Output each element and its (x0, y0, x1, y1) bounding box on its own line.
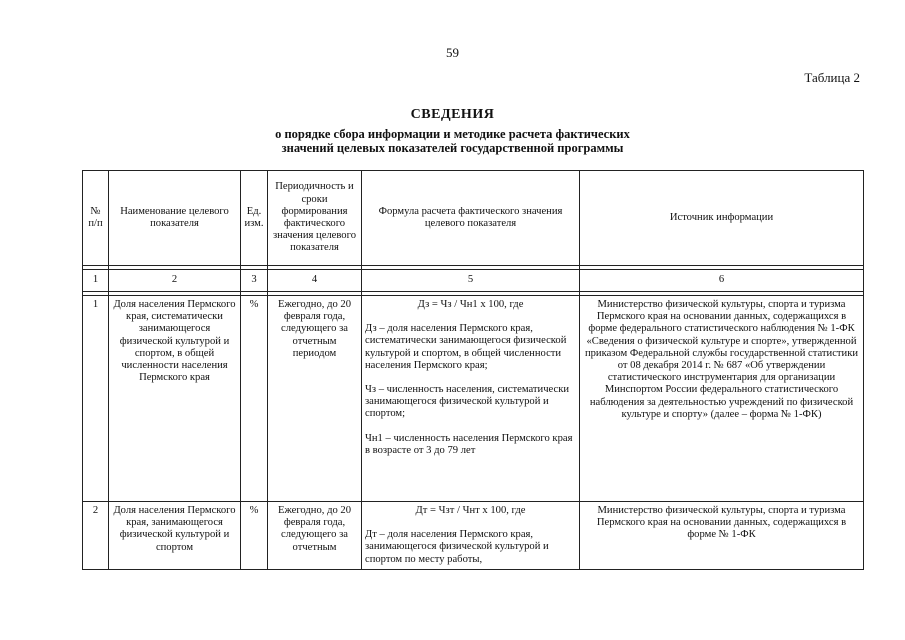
indicator-formula (362, 296, 580, 502)
document-title: СВЕДЕНИЯ (410, 107, 495, 122)
header-name: Наименование целевого показателя (109, 171, 241, 266)
column-number: 6 (580, 270, 864, 292)
header-source: Источник информации (580, 171, 864, 266)
indicator-unit: % (241, 502, 268, 570)
header-formula: Формула расчета фактического значения целевого показателя (362, 171, 580, 266)
formula-definition: Чз – численность населения, систематически занимающегося физической культурой и спортом; (365, 384, 570, 420)
indicator-source: Министерство физической культуры, спорта и туризма Пермского края на основании данных, содержащихся в форме федерального статистического наблюдения № 1-ФК «Сведения о физической культуре и спорте», утвержденной приказом Федеральной службы государственной статистики от 08 декабря 2014 г. № 687 «Об утверждении статистического инструментария для организации Минспортом России федерального статистического наблюдения за деятельностью учреждений по физической культуре и спорту» (далее – форма № 1-ФК) (580, 296, 864, 502)
column-number: 2 (109, 270, 241, 292)
column-number: 5 (362, 270, 580, 292)
header-unit: Ед. изм. (241, 171, 268, 266)
indicator-formula (362, 502, 580, 570)
document-subtitle (0, 127, 905, 155)
formula-expression: Дз = Чз / Чн1 х 100, где (417, 299, 524, 310)
header-period: Периодичность и сроки формирования фактического значения целевого показателя (268, 171, 362, 266)
row-num: 1 (83, 296, 109, 502)
table-row (83, 296, 864, 502)
indicator-name: Доля населения Пермского края, занимающегося физической культурой и спортом (109, 502, 241, 570)
indicator-period: Ежегодно, до 20 февраля года, следующего за отчетным периодом (268, 296, 362, 502)
page-number: 59 (446, 45, 459, 60)
formula-definition: Дт – доля населения Пермского края, занимающегося физической культурой и спортом по месту работы, (365, 529, 549, 565)
indicator-unit: % (241, 296, 268, 502)
column-number: 1 (83, 270, 109, 292)
indicator-name: Доля населения Пермского края, систематически занимающегося физической культурой и спортом, в общей численности населения Пермского края (109, 296, 241, 502)
formula-definition: Чн1 – численность населения Пермского края в возрасте от 3 до 79 лет (365, 432, 573, 456)
column-number: 4 (268, 270, 362, 292)
indicator-source: Министерство физической культуры, спорта и туризма Пермского края на основании данных, содержащихся в форме № 1-ФК (580, 502, 864, 570)
header-num: № п/п (83, 171, 109, 266)
row-num: 2 (83, 502, 109, 570)
subtitle-line-1: о порядке сбора информации и методике расчета фактических (275, 127, 630, 141)
formula-expression: Дт = Чзт / Чнт х 100, где (415, 505, 526, 516)
column-number-row (83, 270, 864, 292)
column-number: 3 (241, 270, 268, 292)
formula-definition: Дз – доля населения Пермского края, систематически занимающегося физической культурой и спортом, в общей численности населения Пермского края; (365, 323, 567, 371)
subtitle-line-2: значений целевых показателей государственной программы (281, 141, 624, 155)
table-label: Таблица 2 (804, 70, 860, 85)
table-row (83, 502, 864, 570)
table-header-row (83, 171, 864, 266)
indicators-table (82, 170, 864, 570)
indicator-period: Ежегодно, до 20 февраля года, следующего за отчетным (268, 502, 362, 570)
